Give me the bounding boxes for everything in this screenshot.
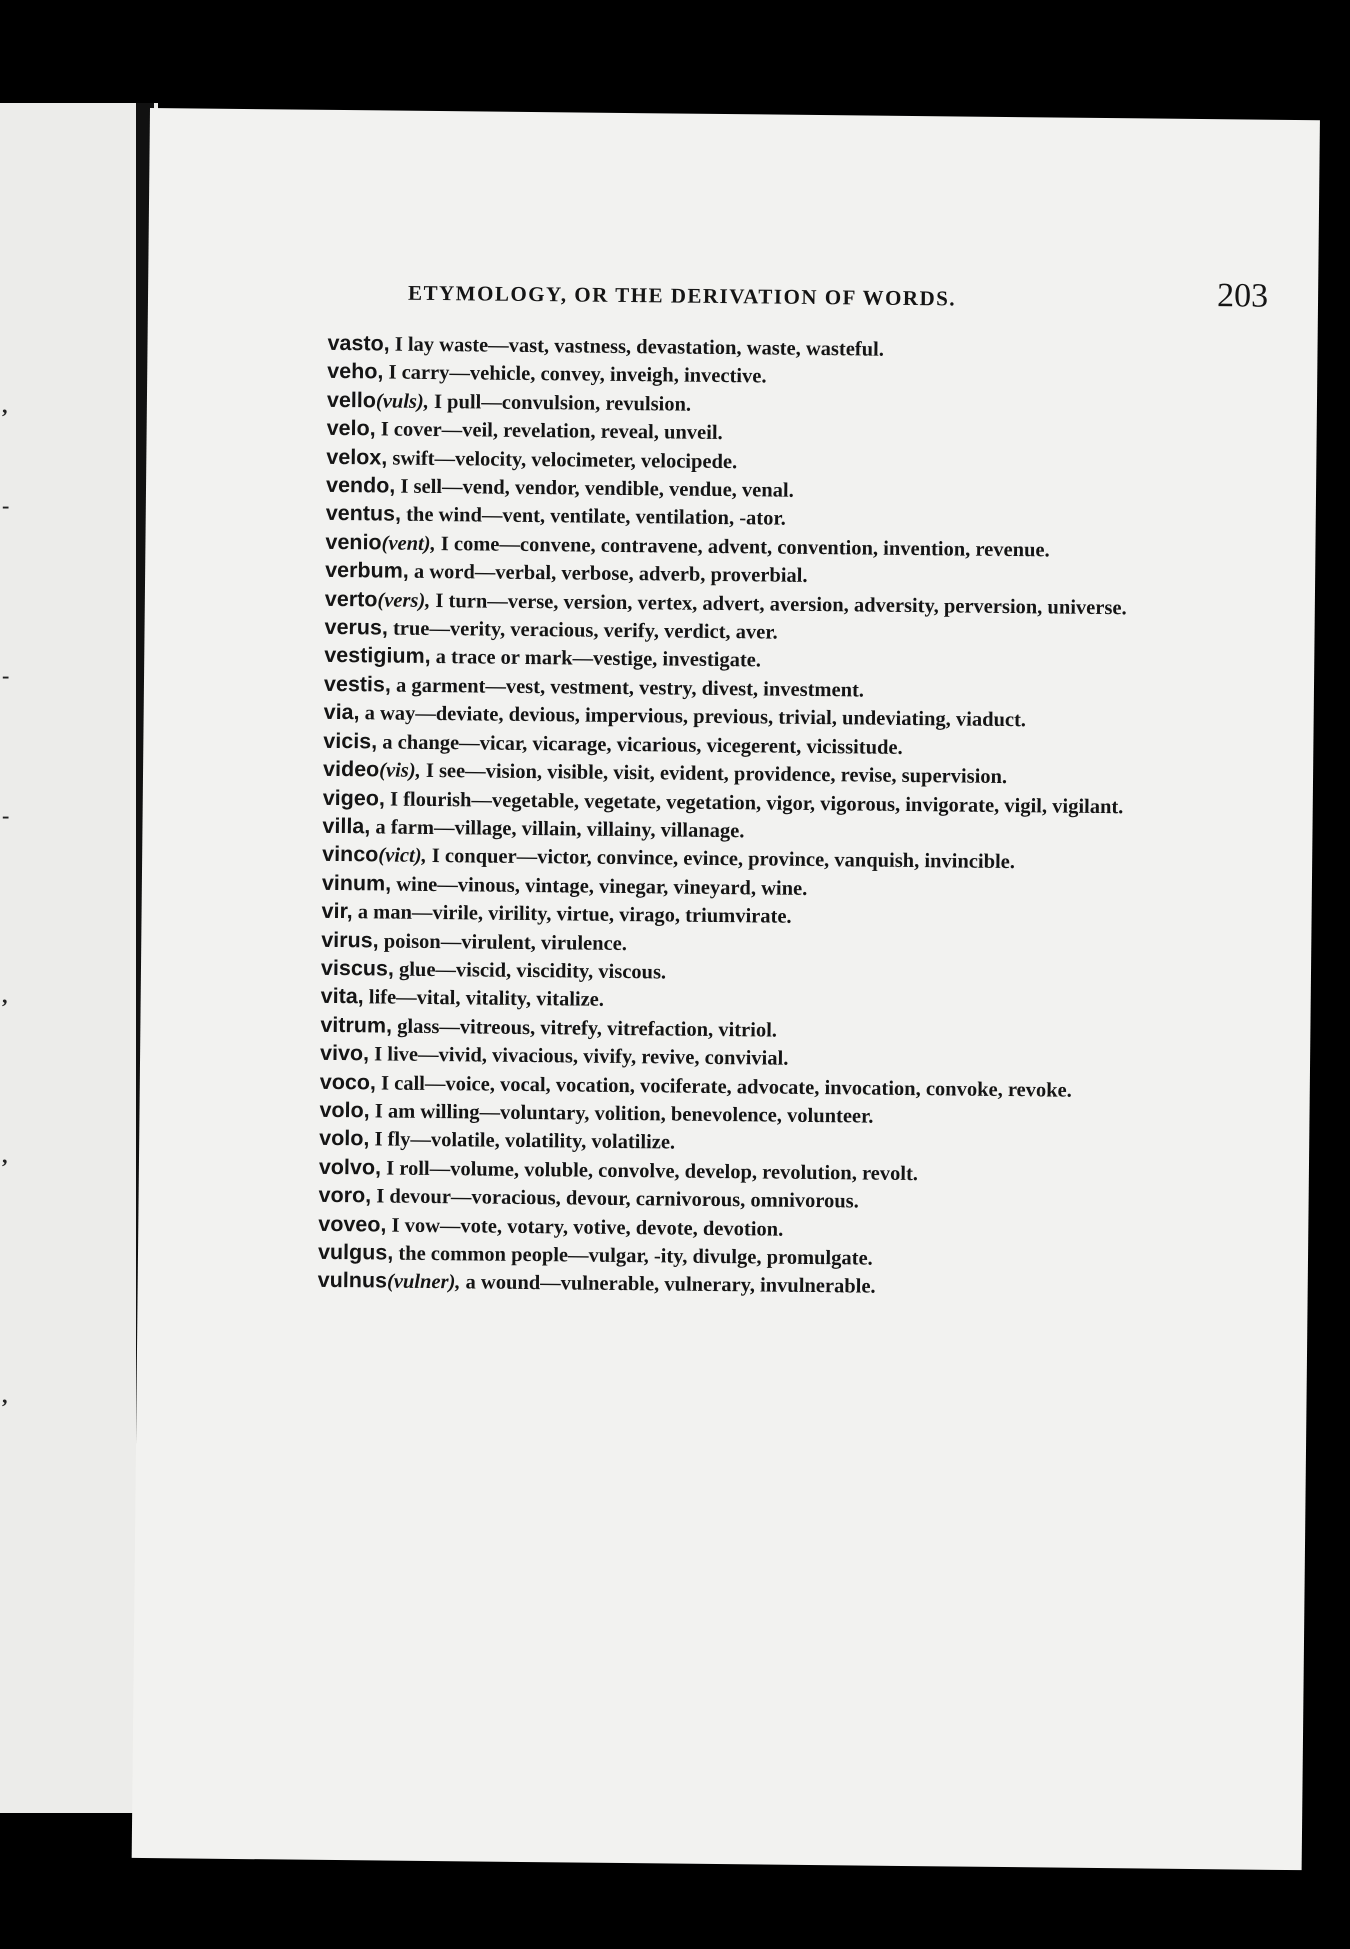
entry-headword: vitrum, (320, 1012, 393, 1038)
entry-headword: vulnus (317, 1268, 388, 1293)
entry-definition: I turn—verse, version, vertex, advert, aversion, adversity, perversion, universe. (435, 589, 1127, 619)
facing-page-mark: , (2, 393, 8, 418)
entry-headword: video (322, 756, 380, 782)
entry-definition: I fly—volatile, volatility, volatilize. (374, 1128, 676, 1154)
entry-headword: vir, (321, 898, 353, 924)
entry-definition: I carry—vehicle, convey, inveigh, invective. (388, 361, 767, 388)
entry-headword: vigeo, (322, 785, 386, 810)
entry-definition: I vow—vote, votary, votive, devote, devotion. (391, 1214, 784, 1241)
running-title: ETYMOLOGY, OR THE DERIVATION OF WORDS. (407, 280, 957, 311)
entry-headword: ventus, (325, 501, 402, 527)
entry-definition: the wind—vent, ventilate, ventilation, -ator. (406, 504, 786, 531)
entry-definition: I lay waste—vast, vastness, devastation, waste, wasteful. (394, 333, 885, 361)
entry-list (318, 330, 1268, 1306)
book-page (132, 108, 1320, 1870)
entry-definition: I live—vivid, vivacious, vivify, revive, convivial. (374, 1043, 789, 1070)
entry-definition: I roll—volume, voluble, convolve, develop, revolution, revolt. (386, 1157, 919, 1185)
entry-definition: a farm—village, villain, villainy, villanage. (375, 816, 745, 843)
facing-page-mark: , (2, 1383, 8, 1408)
entry-headword: virus, (321, 927, 379, 952)
entry-definition: swift—velocity, velocimeter, velocipede. (392, 447, 738, 473)
entry-headword: velox, (326, 444, 388, 470)
entry-headword: verto (324, 586, 378, 612)
entry-definition: I call—voice, vocal, vocation, vociferate, advocate, invocation, convoke, revoke. (380, 1072, 1072, 1102)
entry-definition: a way—deviate, devious, impervious, previous, trivial, undeviating, viaduct. (364, 702, 1027, 732)
entry-definition: a wound—vulnerable, vulnerary, invulnerable. (465, 1271, 876, 1299)
entry-definition: I conquer—victor, convince, evince, province, vanquish, invincible. (431, 845, 1016, 874)
page-number: 203 (1216, 277, 1269, 315)
page-header (408, 269, 1268, 328)
entry-headword: viscus, (320, 955, 395, 981)
entry-headword: vasto, (327, 330, 390, 356)
entry-definition: I sell—vend, vendor, vendible, vendue, venal. (400, 475, 794, 502)
entry-headword: via, (323, 700, 360, 725)
entry-headword: vicis, (323, 728, 378, 754)
entry-headword: vestis, (323, 671, 392, 697)
entry-headword: volo, (319, 1126, 370, 1151)
entry-definition: glass—vitreous, vitrefy, vitrefaction, vitriol. (397, 1015, 778, 1042)
entry-headword: vinum, (321, 870, 392, 896)
entry-headword: veho, (327, 359, 384, 384)
entry-definition: I flourish—vegetable, vegetate, vegetation, vigor, vigorous, invigorate, vigil, vigilant. (389, 788, 1124, 818)
facing-page-mark: , (2, 1143, 8, 1168)
entry-definition: I see—vision, visible, visit, evident, providence, revise, supervision. (425, 760, 1008, 789)
entry-definition: the common people—vulgar, -ity, divulge, promulgate. (398, 1242, 873, 1270)
entry-definition: I am willing—voluntary, volition, benevolence, volunteer. (374, 1100, 874, 1128)
entry-headword: vendo, (325, 472, 396, 498)
entry-definition: poison—virulent, virulence. (383, 930, 628, 955)
entry-definition: I devour—voracious, devour, carnivorous, omnivorous. (376, 1185, 859, 1213)
entry-variant: (vict), (378, 844, 427, 868)
entry-definition: I pull—convulsion, revulsion. (433, 390, 692, 416)
entry-definition: a man—virile, virility, virtue, virago, triumvirate. (357, 901, 792, 928)
entry-headword: volo, (319, 1097, 370, 1123)
entry-headword: vestigium, (324, 643, 431, 669)
entry-headword: vinco (322, 842, 379, 867)
entry-headword: venio (325, 529, 382, 555)
facing-page-mark: - (2, 803, 10, 828)
entry-headword: volvo, (318, 1154, 382, 1180)
entry-definition: I cover—veil, revelation, reveal, unveil. (380, 418, 723, 445)
entry-headword: vivo, (319, 1040, 370, 1066)
entry-variant: (vers), (377, 589, 431, 612)
entry-definition: I come—convene, contravene, advent, convention, invention, revenue. (440, 532, 1050, 562)
facing-page-mark: , (2, 983, 8, 1008)
entry-headword: voro, (318, 1183, 372, 1208)
entry-variant: (vuls), (375, 390, 430, 413)
entry-definition: a garment—vest, vestment, vestry, divest, investment. (395, 674, 865, 702)
entry-headword: verus, (324, 614, 389, 640)
entry-headword: voco, (319, 1069, 377, 1094)
entry-headword: velo, (326, 416, 376, 441)
entry-headword: vello (326, 387, 377, 413)
entry-headword: verbum, (325, 558, 409, 583)
entry-variant: (vis), (379, 759, 421, 782)
entry-definition: a trace or mark—vestige, investigate. (435, 646, 762, 672)
entry-headword: villa, (322, 813, 371, 839)
entry-headword: voveo, (318, 1211, 387, 1237)
entry-headword: vulgus, (317, 1239, 394, 1265)
entry-definition: wine—vinous, vintage, vinegar, vineyard, wine. (396, 873, 808, 900)
entry-variant: (vulner), (386, 1270, 461, 1294)
entry-definition: a change—vicar, vicarage, vicarious, vicegerent, vicissitude. (382, 731, 903, 759)
entry-definition: a word—verbal, verbose, adverb, proverbial. (413, 561, 808, 588)
facing-page-mark: - (2, 663, 10, 688)
entry-headword: vita, (320, 984, 364, 1009)
entry-definition: true—verity, veracious, verify, verdict, aver. (392, 617, 778, 644)
entry-definition: glue—viscid, viscidity, viscous. (398, 958, 667, 984)
entry-definition: life—vital, vitality, vitalize. (368, 986, 605, 1012)
entry-variant: (vent), (381, 532, 436, 555)
facing-page-mark: - (2, 493, 10, 518)
